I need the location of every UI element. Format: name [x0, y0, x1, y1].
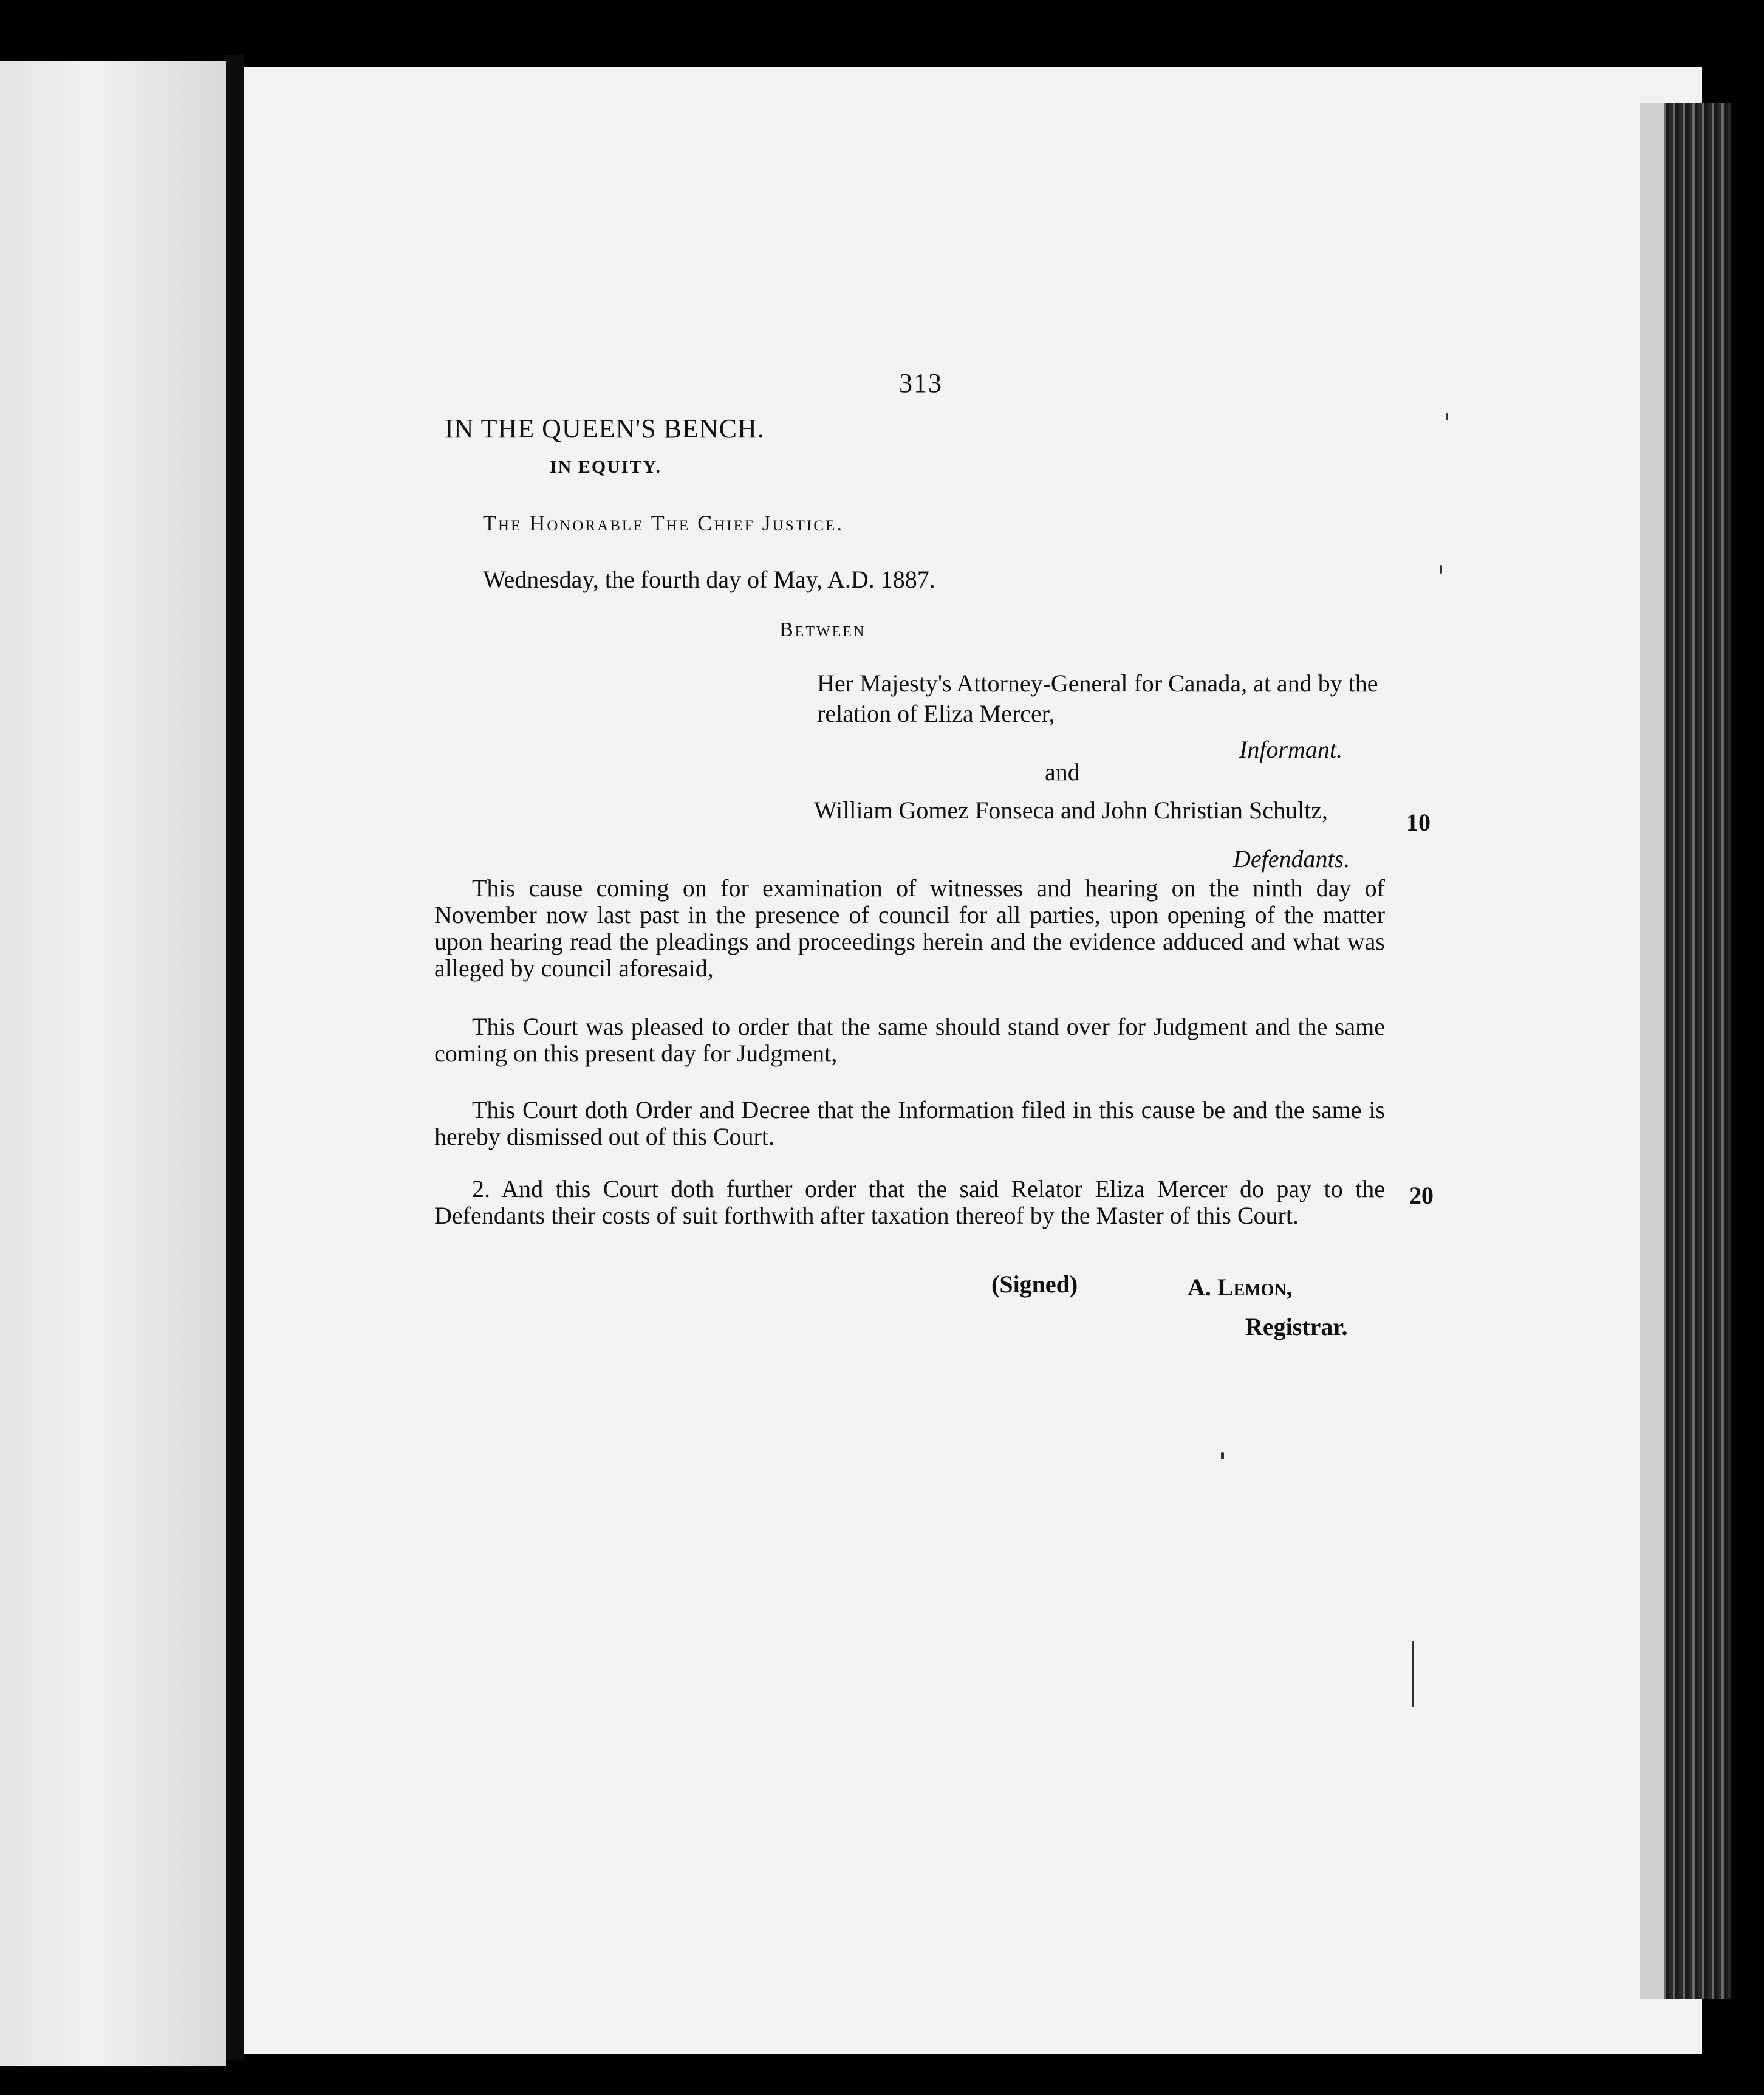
defendant-party: William Gomez Fonseca and John Christian Schultz, — [814, 797, 1328, 824]
facing-page — [0, 61, 226, 2066]
margin-line-number: 10 — [1406, 809, 1431, 836]
paragraph: This Court was pleased to order that the same should stand over for Judgment and the same coming on this present day for Judgment, — [434, 1013, 1385, 1067]
page-edge-shadow — [1640, 103, 1664, 1999]
judge-line: The Honorable The Chief Justice. — [483, 511, 844, 535]
book-gutter — [226, 55, 244, 2060]
defendant-role: Defendants. — [1233, 845, 1350, 873]
division-heading: IN EQUITY. — [550, 457, 662, 477]
date-line: Wednesday, the fourth day of May, A.D. 1887. — [483, 566, 935, 593]
court-heading: IN THE QUEEN'S BENCH. — [445, 414, 765, 444]
conjunction: and — [1045, 758, 1080, 786]
registrar-title: Registrar. — [1245, 1313, 1348, 1340]
scan-speck — [1446, 413, 1448, 420]
paragraph: 2. And this Court doth further order that the said Relator Eliza Mercer do pay to the Defendants their costs of suit forthwith after taxation thereof by the Master of this Court. — [434, 1175, 1385, 1229]
page-number: 313 — [899, 368, 943, 398]
paragraph: This cause coming on for examination of witnesses and hearing on the ninth day of November now last past in the presence of council for all parties, upon opening of the matter upon hearing read the pleadings and proceedings herein and the evidence adduced and what was alleged by council aforesaid, — [434, 874, 1385, 982]
scan-speck — [1440, 565, 1442, 574]
registrar-name: A. Lemon, — [1188, 1274, 1293, 1301]
between-label: Between — [779, 619, 866, 641]
informant-role: Informant. — [1239, 736, 1342, 763]
informant-party: Her Majesty's Attorney-General for Canada, at and by the relation of Eliza Mercer, — [817, 670, 1378, 727]
scan-speck — [1221, 1452, 1224, 1459]
scan-speck — [1412, 1641, 1414, 1707]
signed-label: (Signed) — [991, 1270, 1078, 1298]
paragraph: This Court doth Order and Decree that the Information filed in this cause be and the same is hereby dismissed out of this Court. — [434, 1096, 1385, 1150]
margin-line-number: 20 — [1409, 1182, 1434, 1209]
